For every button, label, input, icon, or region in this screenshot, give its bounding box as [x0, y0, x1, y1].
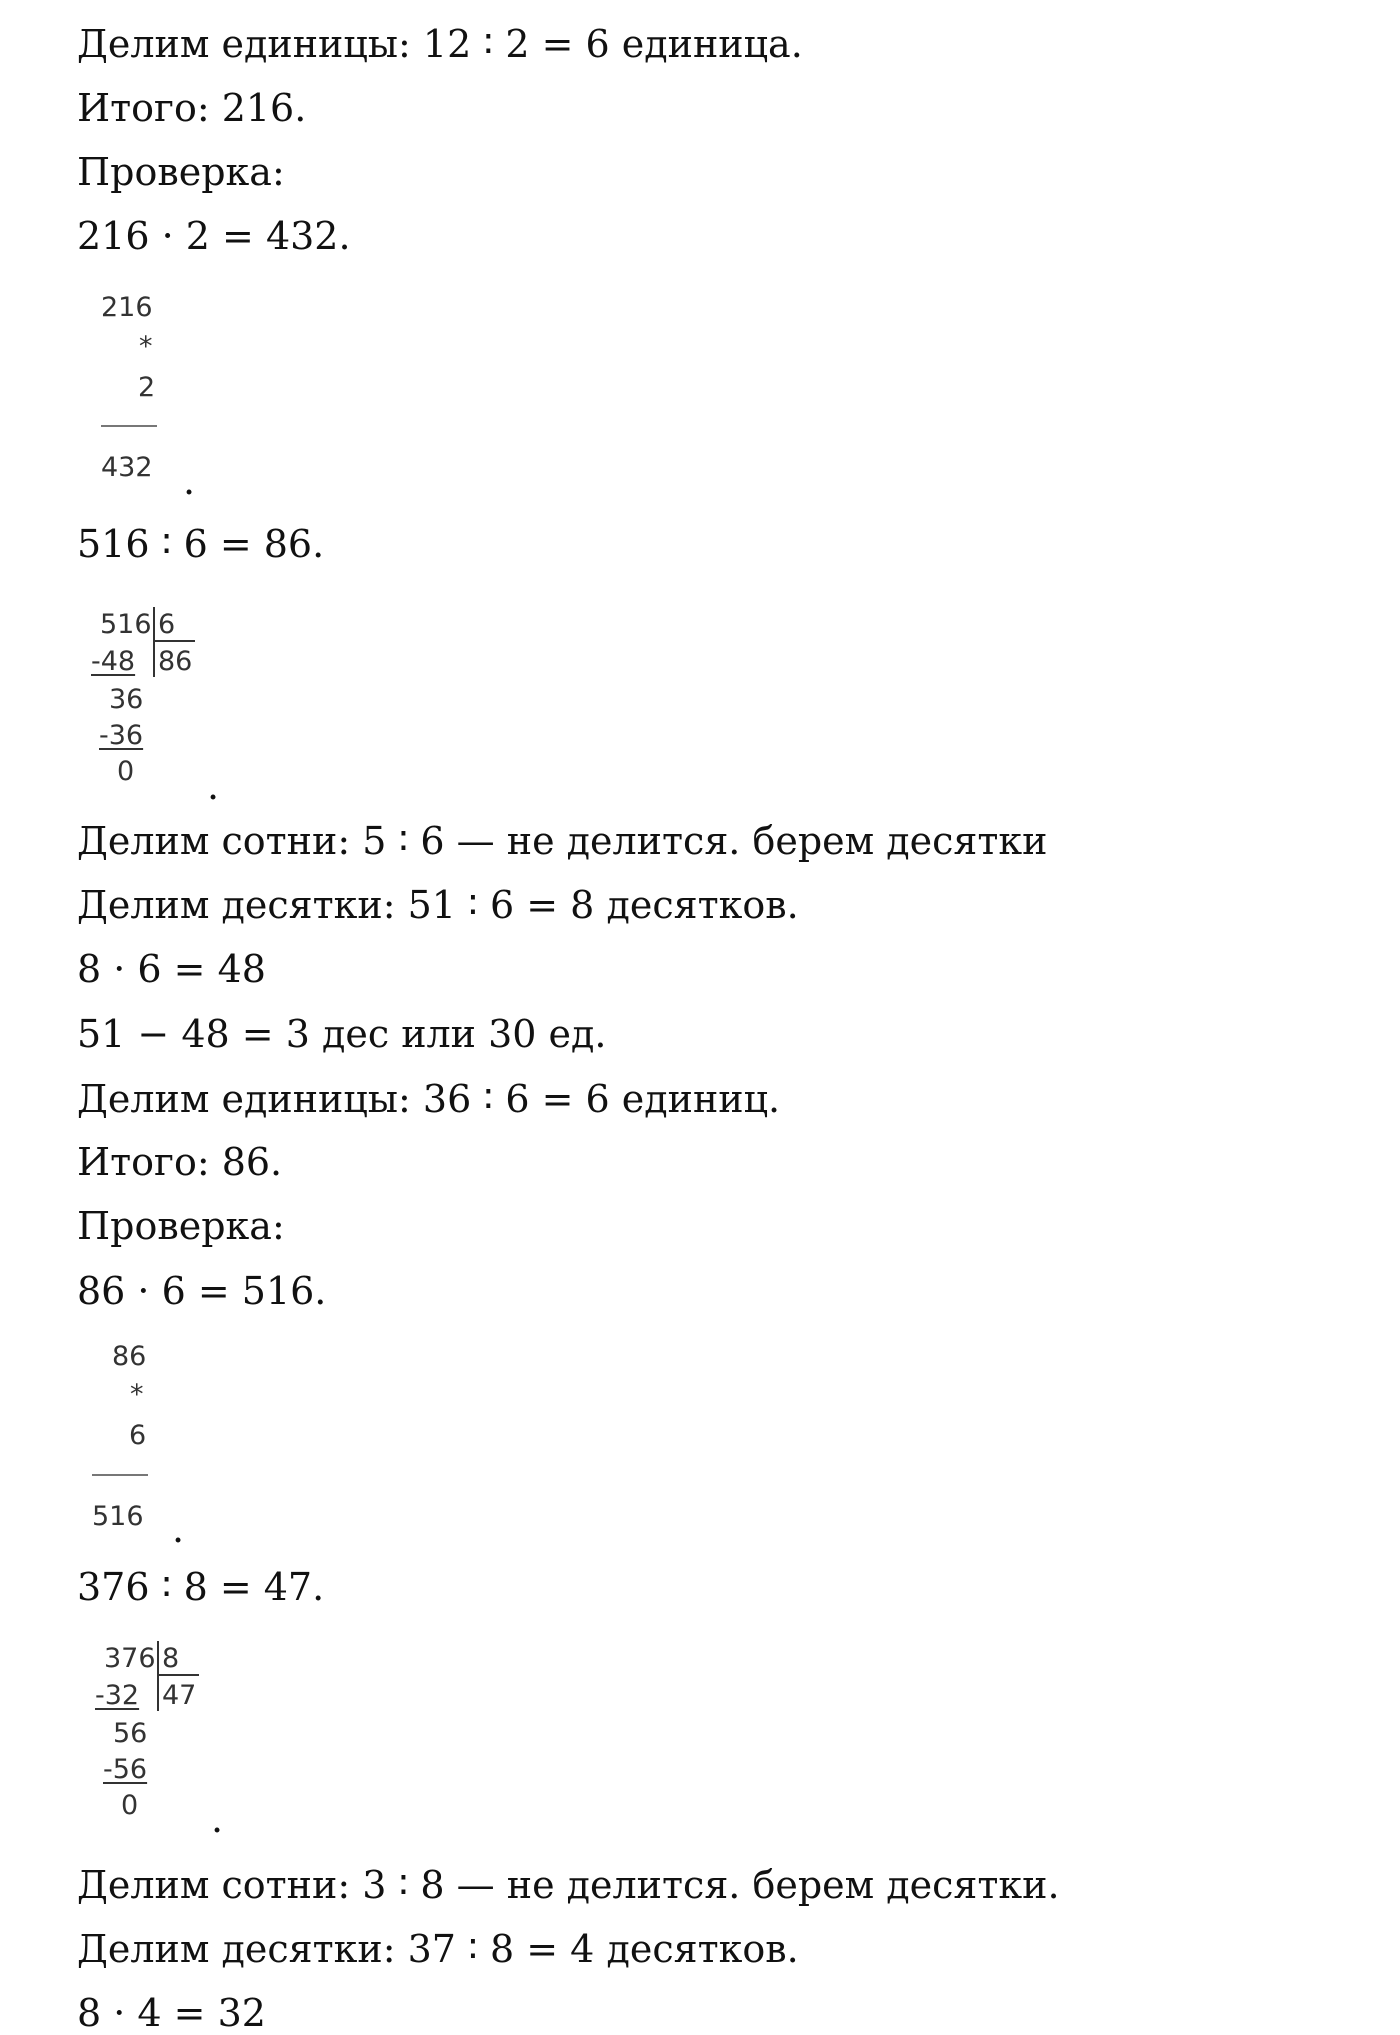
multiply-sign: * — [139, 331, 153, 362]
quotient: 47 — [162, 1680, 197, 1711]
period: . — [211, 1797, 224, 1841]
dividend: 516 — [100, 609, 152, 640]
remainder: 0 — [117, 756, 135, 787]
multiplicand: 216 — [101, 292, 153, 323]
remainder: 36 — [109, 684, 144, 715]
text-line: 8 · 4 = 32 — [77, 1991, 266, 2035]
subtrahend: -36 — [99, 720, 144, 751]
text-line: Делим единицы: 12 ∶ 2 = 6 единица. — [77, 22, 803, 66]
text-line: 376 ∶ 8 = 47. — [77, 1565, 325, 1609]
text-line: 86 · 6 = 516. — [77, 1269, 327, 1313]
text-line: 51 − 48 = 3 дес или 30 ед. — [77, 1012, 607, 1056]
multiplicand: 86 — [112, 1341, 147, 1372]
divisor: 8 — [162, 1643, 180, 1674]
text-line: Делим сотни: 3 ∶ 8 — не делится. берем десятки. — [77, 1863, 1060, 1907]
text-line: Делим сотни: 5 ∶ 6 — не делится. берем десятки — [77, 819, 1048, 863]
text-line: 8 · 6 = 48 — [77, 947, 266, 991]
multiplier: 2 — [138, 372, 156, 403]
remainder: 56 — [113, 1718, 148, 1749]
dividend: 376 — [104, 1643, 156, 1674]
text-line: Делим десятки: 37 ∶ 8 = 4 десятков. — [77, 1927, 799, 1971]
multiplier: 6 — [129, 1420, 147, 1451]
period: . — [172, 1507, 185, 1551]
text-line: 516 ∶ 6 = 86. — [77, 522, 325, 566]
divisor: 6 — [158, 609, 176, 640]
text-line: Делим единицы: 36 ∶ 6 = 6 единиц. — [77, 1077, 781, 1121]
division-bar — [157, 1641, 159, 1711]
subtrahend: -48 — [91, 646, 136, 677]
quotient: 86 — [158, 646, 193, 677]
result-line — [92, 1474, 148, 1476]
text-line: Проверка: — [77, 1204, 285, 1248]
multiply-sign: * — [130, 1379, 144, 1410]
product: 432 — [101, 452, 153, 483]
text-line: Итого: 216. — [77, 86, 307, 130]
text-line: Делим десятки: 51 ∶ 6 = 8 десятков. — [77, 883, 799, 927]
text-line: Итого: 86. — [77, 1140, 283, 1184]
division-bar — [153, 607, 155, 677]
subtrahend: -32 — [95, 1680, 140, 1711]
result-line — [101, 425, 157, 427]
divisor-line — [159, 1674, 199, 1676]
product: 516 — [92, 1501, 144, 1532]
period: . — [207, 764, 220, 808]
remainder: 0 — [121, 1790, 139, 1821]
period: . — [183, 459, 196, 503]
text-line: Проверка: — [77, 150, 285, 194]
subtrahend: -56 — [103, 1754, 148, 1785]
text-line: 216 · 2 = 432. — [77, 214, 351, 258]
divisor-line — [155, 640, 195, 642]
